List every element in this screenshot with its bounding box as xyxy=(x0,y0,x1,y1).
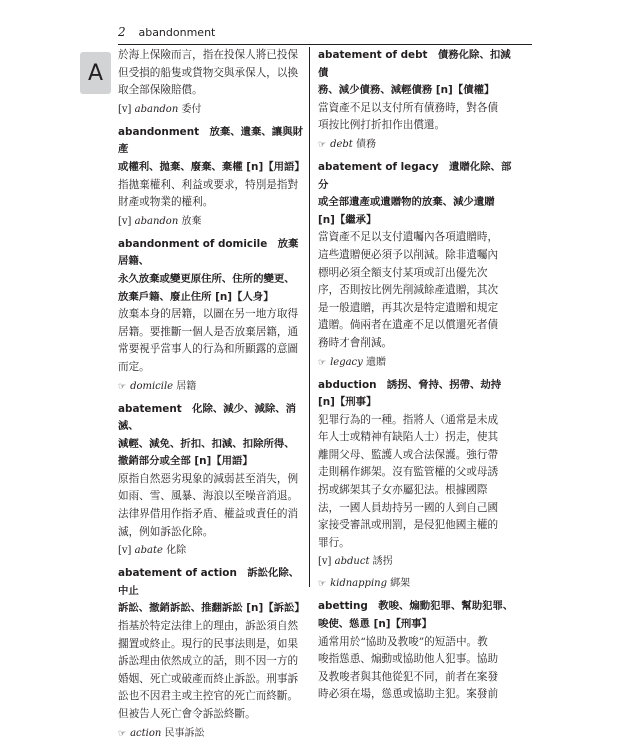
definition-line: 放棄本身的居籍，以圖在另一地方取得 xyxy=(118,308,299,321)
definition-line: 但被告人死亡會令訴訟終斷。 xyxy=(118,708,256,720)
see-also-translation: 居籍 xyxy=(176,380,197,392)
definition-line: 時必須在場，慫恿或協助主犯。案發前 xyxy=(318,688,499,701)
xref-translation: 化除 xyxy=(166,545,187,557)
xref-pos: [v] xyxy=(118,215,132,227)
pointing-hand-icon: ☞ xyxy=(318,139,327,150)
entry-headword-line: [n]【繼承】 xyxy=(318,213,377,226)
entry-headword-line: 或全部遺產或遺贈物的放棄、減少遺贈 xyxy=(318,196,495,209)
definition-line: 年人士或精神有缺陷人士）拐走，使其 xyxy=(318,431,499,444)
xref-term: abate xyxy=(134,545,163,557)
xref-pos: [v] xyxy=(118,545,132,557)
dictionary-entry xyxy=(318,159,514,371)
entry-headword-line: 放棄戶籍、廢止住所 [n]【人身】 xyxy=(118,290,274,303)
definition-line: 但受損的船隻或貨物交與承保人，以換 xyxy=(118,66,299,79)
definition-line: 於海上保險而言，指在投保人將已投保 xyxy=(118,49,299,61)
entry-headword-line: abatement of action 訴訟化除、中止 xyxy=(118,567,300,597)
definition-line: 項按比例打折扣作出償還。 xyxy=(318,119,446,132)
see-also-term: domicile xyxy=(130,380,174,392)
dictionary-entry xyxy=(318,598,514,704)
see-also-translation: 民事訴訟 xyxy=(164,727,205,739)
see-also-reference xyxy=(118,726,308,742)
see-also-reference xyxy=(318,355,514,371)
entry-headword-line: 唆使、慫恿 [n]【刑事】 xyxy=(318,618,433,631)
entry-headword-line: [n]【刑事】 xyxy=(318,396,377,409)
entry-headword-line: 務、減少債務、減輕債務 [n]【債權】 xyxy=(318,84,495,97)
pointing-hand-icon: ☞ xyxy=(118,381,127,392)
definition-line: 法律界借用作指矛盾、權益或責任的消 xyxy=(118,508,299,521)
running-head xyxy=(118,25,215,39)
xref-translation: 誘拐 xyxy=(372,556,393,568)
definition-line: 標明必須全額支付某項或訂出優先次 xyxy=(318,266,488,279)
definition-line: 犯罪行為的一種。指將人（通常是未成 xyxy=(318,413,499,426)
head-word: abandonment xyxy=(138,26,216,39)
verb-form-reference xyxy=(118,543,308,559)
definition-line: 拐或綁架其子女亦屬犯法。根據國際 xyxy=(318,484,488,497)
xref-translation: 放棄 xyxy=(181,215,202,227)
xref-term: abduct xyxy=(334,556,370,568)
definition-line: 家接受審訊或刑罰，是侵犯他國主權的 xyxy=(318,519,499,532)
pointing-hand-icon: ☞ xyxy=(318,579,327,590)
definition-line: 指基於特定法律上的理由，訴訟須自然 xyxy=(118,620,299,633)
definition-line: 當資產不足以支付所有債務時，對各債 xyxy=(318,101,499,114)
xref-pos: [v] xyxy=(118,103,132,115)
right-column xyxy=(318,47,514,705)
entry-headword-line: abduction 誘拐、脅持、拐帶、劫持 xyxy=(318,378,502,391)
definition-line: 原指自然惡劣現象的減弱甚至消失，例 xyxy=(118,472,299,485)
see-also-term: debt xyxy=(330,138,353,150)
dictionary-entry xyxy=(118,565,308,741)
entry-continuation xyxy=(118,47,308,118)
definition-line: 通常用於“協助及教唆”的短語中。教 xyxy=(318,635,488,648)
definition-line: 取全部保險賠償。 xyxy=(118,84,203,97)
definition-line: 是一般遺贈，再其次是特定遺贈和規定 xyxy=(318,301,499,314)
entry-headword-line: 減輕、減免、折扣、扣減、扣除所得、 xyxy=(118,437,295,450)
definition-line: 序，否則按比例先削減餘產遺贈，其次 xyxy=(318,284,499,297)
verb-form-reference xyxy=(318,554,514,570)
pointing-hand-icon: ☞ xyxy=(118,728,127,739)
definition-line: 法，一國人員劫持另一國的人到自己國 xyxy=(318,501,499,514)
definition-line: 這些遺贈便必須予以削減。除非遺囑內 xyxy=(318,248,499,261)
dictionary-entry xyxy=(118,401,308,560)
verb-form-reference xyxy=(118,102,308,118)
entry-headword-line: abatement of legacy 遺贈化除、部分 xyxy=(318,160,512,191)
column-divider xyxy=(309,47,310,587)
see-also-reference xyxy=(118,379,308,395)
entry-headword-line: 永久放棄或變更原住所、住所的變更、 xyxy=(118,272,295,285)
definition-line: 及教唆者與其他從犯不同，前者在案發 xyxy=(318,670,499,683)
definition-line: 訴訟理由依然成立的話，則不因一方的 xyxy=(118,655,299,668)
see-also-translation: 綁架 xyxy=(390,578,411,590)
entry-headword-line: 或權利、拋棄、廢棄、棄權 [n]【用語】 xyxy=(118,160,305,173)
definition-line: 訟也不因君主或主控官的死亡而終斷。 xyxy=(118,690,299,703)
thumb-index-letter: A xyxy=(87,60,104,86)
header-rule xyxy=(118,44,532,45)
entry-headword-line: abatement of debt 債務化除、扣減債 xyxy=(318,49,511,79)
definition-line: 婚姻、死亡或破產而終止訴訟。刑事訴 xyxy=(118,672,299,685)
entry-headword-line: abatement 化除、減少、減除、消滅、 xyxy=(118,402,297,433)
definition-line: 常要視乎當事人的行為和所顯露的意圖 xyxy=(118,343,299,356)
dictionary-entry xyxy=(118,236,308,395)
definition-line: 遺贈。倘兩者在遺產不足以償還死者債 xyxy=(318,319,499,332)
dictionary-entry xyxy=(318,377,514,593)
left-column xyxy=(118,47,308,748)
definition-line: 離開父母、監護人或合法保護。強行帶 xyxy=(318,448,499,461)
definition-line: 唆指慫恿、煽動或協助他人犯事。協助 xyxy=(318,653,499,666)
see-also-term: kidnapping xyxy=(330,578,387,590)
xref-translation: 委付 xyxy=(181,103,202,115)
thumb-index-tab xyxy=(80,52,111,94)
see-also-translation: 債務 xyxy=(356,138,377,150)
see-also-term: action xyxy=(130,727,162,739)
entry-headword-line: 訴訟、撤銷訴訟、推翻訴訟 [n]【訴訟】 xyxy=(118,602,305,615)
definition-line: 罪行。 xyxy=(318,536,350,549)
entry-headword-line: abetting 教唆、煽動犯罪、幫助犯罪、 xyxy=(318,600,514,613)
verb-form-reference xyxy=(118,214,308,230)
definition-line: 滅，例如訴訟化除。 xyxy=(118,525,214,538)
definition-line: 走則稱作綁架。沒有監管權的父或母誘 xyxy=(318,466,499,479)
definition-line: 財產或物業的權利。 xyxy=(118,196,214,209)
entry-headword-line: 撤銷部分或全部 [n]【用語】 xyxy=(118,455,253,468)
definition-line: 當資產不足以支付遺囑內各項遺贈時， xyxy=(318,231,499,244)
definition-line: 務時才會削減。 xyxy=(318,336,393,349)
xref-pos: [v] xyxy=(318,556,332,568)
definition-line: 而定。 xyxy=(118,360,150,373)
xref-term: abandon xyxy=(134,103,179,115)
dictionary-entry xyxy=(318,47,514,153)
see-also-reference xyxy=(318,576,514,592)
pointing-hand-icon: ☞ xyxy=(318,357,327,368)
xref-term: abandon xyxy=(134,215,179,227)
definition-line: 如雨、雪、風暴、海浪以至噪音消退。 xyxy=(118,490,299,503)
definition-line: 指拋棄權利、利益或要求，特別是指對 xyxy=(118,178,299,191)
see-also-translation: 遺贈 xyxy=(366,356,386,368)
entry-headword-line: abandonment 放棄、遺棄、讓與財產 xyxy=(118,125,303,156)
page-number: 2 xyxy=(118,25,126,39)
see-also-term: legacy xyxy=(330,356,363,368)
see-also-reference xyxy=(318,137,514,153)
entry-headword-line: abandonment of domicile 放棄居籍、 xyxy=(118,237,299,268)
definition-line: 居籍。要推斷一個人是否放棄居籍，通 xyxy=(118,325,299,338)
dictionary-entry xyxy=(118,124,308,230)
definition-line: 擱置或終止。現行的民事法則是，如果 xyxy=(118,637,299,650)
